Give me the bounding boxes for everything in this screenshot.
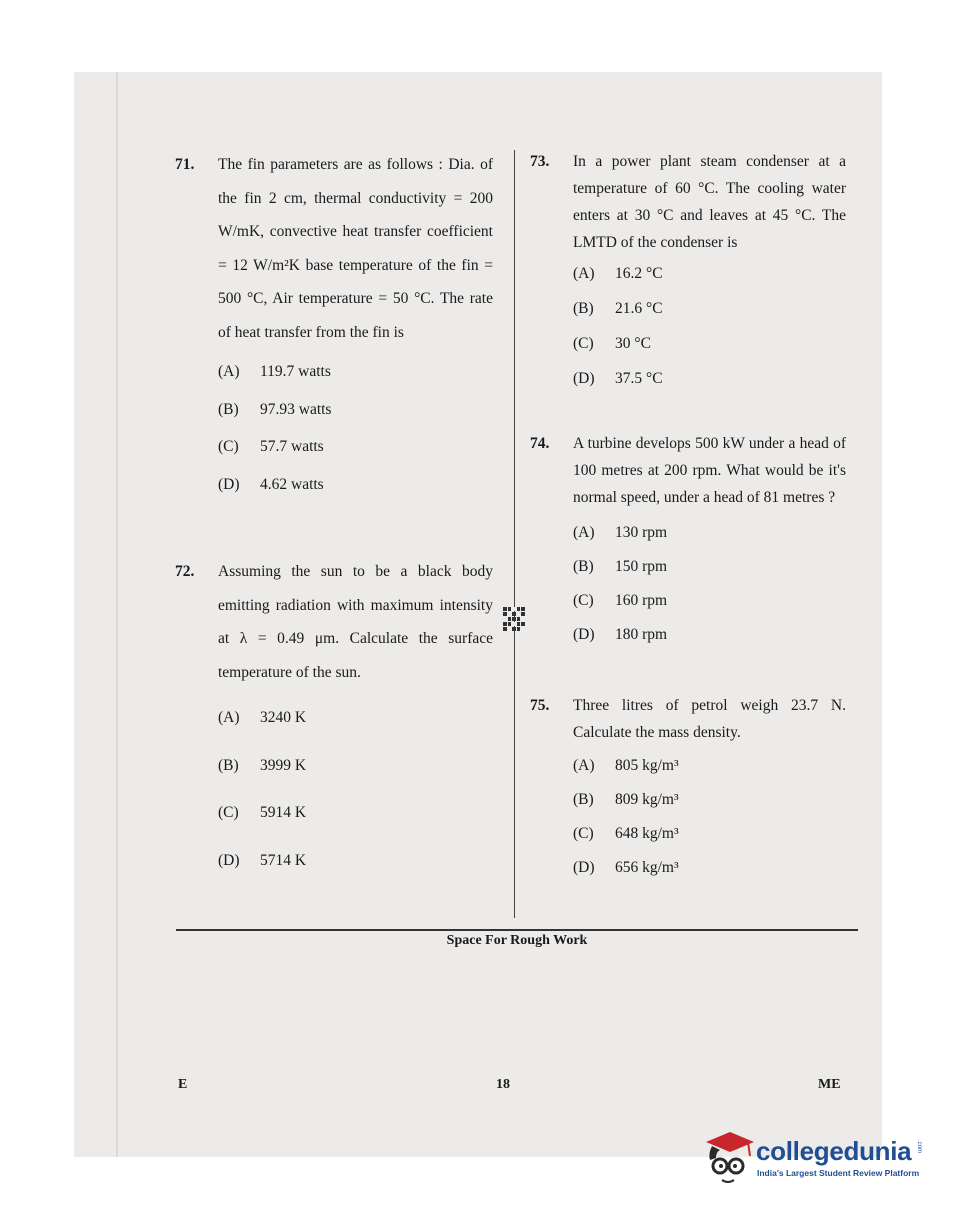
question-72 — [175, 555, 493, 877]
brand-tagline: India's Largest Student Review Platform — [757, 1168, 920, 1178]
rough-work-label: Space For Rough Work — [446, 933, 588, 948]
option-c: (C) 160 rpm — [573, 592, 668, 609]
option-b: (B) 21.6 °C — [573, 300, 663, 317]
page-binding-shadow — [116, 72, 118, 1157]
footer-subject-code: ME — [818, 1077, 841, 1092]
graduate-mascot-icon — [700, 1128, 756, 1188]
option-c: (C) 648 kg/m³ — [573, 825, 679, 842]
footer-series-code: E — [178, 1077, 188, 1092]
option-a: (A) 16.2 °C — [573, 265, 663, 282]
question-71 — [175, 148, 493, 501]
page-number: 18 — [496, 1077, 510, 1092]
option-a: (A) 3240 K — [218, 709, 307, 726]
option-d: (D) 4.62 watts — [218, 475, 324, 493]
question-text: The fin parameters are as follows : Dia. of the fin 2 cm, thermal conductivity = 200 W/mK, convective heat transfer coefficient = 12 W/m²K base temperature of the fin = 500 °C, Air temperature = 50 °C. The rate of heat transfer from the fin is — [218, 156, 493, 341]
question-75 — [530, 692, 846, 881]
option-a: (A) 119.7 watts — [218, 363, 331, 380]
question-number: 74. — [530, 435, 550, 452]
option-d: (D) 656 kg/m³ — [573, 859, 679, 876]
option-b: (B) 150 rpm — [573, 558, 668, 575]
question-text: In a power plant steam condenser at a temperature of 60 °C. The cooling water enters at 30 °C and leaves at 45 °C. The LMTD of the condenser is — [573, 153, 846, 251]
question-number: 73. — [530, 153, 550, 170]
question-number: 71. — [175, 156, 195, 173]
option-b: (B) 3999 K — [218, 756, 307, 774]
option-c: (C) 5914 K — [218, 804, 307, 821]
question-number: 75. — [530, 697, 550, 714]
rough-work-rule — [176, 929, 858, 931]
brand-name: collegedunia — [756, 1136, 912, 1166]
brand-domain: .com — [916, 1140, 922, 1154]
option-a: (A) 130 rpm — [573, 524, 668, 541]
left-column — [175, 148, 493, 877]
question-74 — [530, 430, 846, 648]
question-text: Three litres of petrol weigh 23.7 N. Calculate the mass density. — [573, 697, 846, 741]
option-a: (A) 805 kg/m³ — [573, 757, 679, 774]
option-b: (B) 809 kg/m³ — [573, 791, 679, 808]
right-column — [530, 148, 846, 881]
column-divider — [514, 150, 515, 918]
question-text: Assuming the sun to be a black body emitting radiation with maximum intensity at λ = 0.49 μm. Calculate the surface temperature of the sun. — [218, 563, 493, 681]
option-d: (D) 5714 K — [218, 851, 307, 869]
question-number: 72. — [175, 563, 195, 580]
qr-code-icon — [503, 607, 525, 631]
option-d: (D) 180 rpm — [573, 626, 668, 643]
option-b: (B) 97.93 watts — [218, 400, 332, 418]
collegedunia-watermark — [700, 1128, 930, 1190]
question-text: A turbine develops 500 kW under a head of 100 metres at 200 rpm. What would be it's normal speed, under a head of 81 metres ? — [573, 435, 846, 506]
question-73 — [530, 148, 846, 392]
option-d: (D) 37.5 °C — [573, 370, 663, 387]
option-c: (C) 57.7 watts — [218, 438, 324, 455]
option-c: (C) 30 °C — [573, 335, 651, 352]
